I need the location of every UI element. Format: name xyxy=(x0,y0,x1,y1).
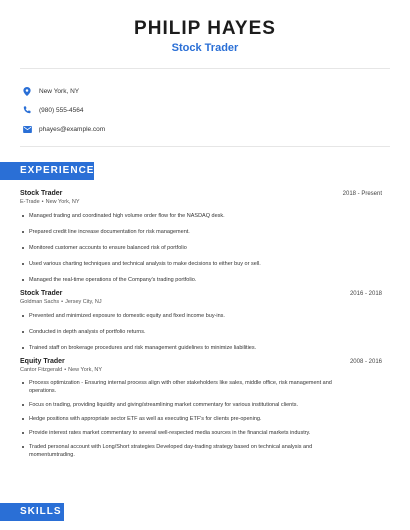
job-entry xyxy=(20,190,382,284)
job-bullets xyxy=(20,212,382,284)
job-dates: 2018 - Present xyxy=(342,191,382,197)
job-company: E-Trade xyxy=(20,199,40,205)
job-location: Jersey City, NJ xyxy=(65,299,102,305)
bullet-item: Prepared credit line increase documentation for risk management. xyxy=(20,228,382,236)
job-bullets xyxy=(20,312,382,352)
section-title-experience: EXPERIENCE xyxy=(0,162,94,180)
bullet-item: Process optimization - Ensuring internal process align with other stakeholders like sales, middle office, risk management and operations. xyxy=(20,379,382,395)
job-bullets xyxy=(20,379,382,459)
job-title: Stock Trader xyxy=(20,190,63,197)
candidate-title: Stock Trader xyxy=(171,42,239,54)
bullet-item: Prevented and minimized exposure to domestic equity and fixed income buy-ins. xyxy=(20,312,382,320)
job-company: Goldman Sachs xyxy=(20,299,60,305)
bullet-item: Traded personal account with Long/Short strategies Developed day-trading strategy based on technical analysis and momentumtrading. xyxy=(20,443,382,459)
job-dates: 2008 - 2016 xyxy=(349,359,382,365)
job-company-line: Cantor Fitzgerald • New York, NY xyxy=(20,367,103,373)
bullet-item: Monitored customer accounts to ensure balanced risk of portfolio xyxy=(20,244,382,252)
job-entry xyxy=(20,290,382,352)
job-location: New York, NY xyxy=(68,367,103,373)
job-company: Cantor Fitzgerald xyxy=(20,367,63,373)
job-company-line: E-Trade • New York, NY xyxy=(20,199,80,205)
email-icon xyxy=(22,124,32,134)
section-title-skills: SKILLS xyxy=(0,503,64,521)
job-title: Equity Trader xyxy=(20,358,65,365)
contact-divider xyxy=(20,146,390,147)
header-divider xyxy=(20,68,390,69)
job-title: Stock Trader xyxy=(20,290,63,297)
location-pin-icon xyxy=(22,86,32,96)
job-company-line: Goldman Sachs • Jersey City, NJ xyxy=(20,299,102,305)
contact-phone xyxy=(22,101,382,119)
bullet-item: Used various charting techniques and technical analysis to make decisions to either buy or sell. xyxy=(20,260,382,268)
job-location: New York, NY xyxy=(45,199,80,205)
bullet-item: Provide interest rates market commentary to several well-respected media sources in the financial markets industry. xyxy=(20,429,382,437)
email-text: phayes@example.com xyxy=(39,125,106,133)
bullet-item: Trained staff on brokerage procedures and risk management guidelines to minimize liabilities. xyxy=(20,344,382,352)
location-text: New York, NY xyxy=(39,87,80,95)
contact-email xyxy=(22,120,382,138)
contact-info xyxy=(22,82,382,139)
bullet-item: Managed trading and coordinated high volume order flow for the NASDAQ desk. xyxy=(20,212,382,220)
contact-location xyxy=(22,82,382,100)
bullet-item: Managed the real-time operations of the Company's trading portfolio. xyxy=(20,276,382,284)
job-entry xyxy=(20,358,382,459)
phone-icon xyxy=(22,105,32,115)
bullet-item: Focus on trading, providing liquidity and giving/streamlining market commentary for various institutional clients. xyxy=(20,401,382,409)
candidate-name: PHILIP HAYES xyxy=(134,18,276,39)
resume-header xyxy=(0,18,410,54)
phone-text: (980) 555-4564 xyxy=(39,106,84,114)
job-dates: 2016 - 2018 xyxy=(349,291,382,297)
bullet-item: Conducted in depth analysis of portfolio returns. xyxy=(20,328,382,336)
bullet-item: Hedge positions with appropriate sector ETF as well as executing ETF's for clients pre-opening. xyxy=(20,415,382,423)
